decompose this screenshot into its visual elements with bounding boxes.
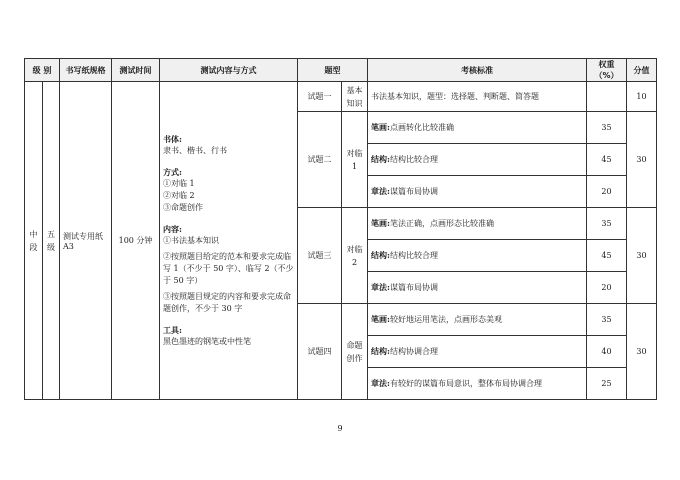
criterion-text: 笔画:较好地运用笔法，点画形态美观 — [368, 304, 587, 336]
criterion-text: 结构:结构协调合理 — [368, 336, 587, 368]
question-name: 试题四 — [298, 304, 342, 400]
question-score: 30 — [627, 304, 657, 400]
page-number: 9 — [337, 424, 343, 433]
table-row — [25, 82, 657, 112]
test-time-cell: 100 分钟 — [112, 82, 160, 400]
content-cell — [160, 82, 298, 400]
method-item: ①对临 1 — [163, 179, 195, 188]
question-kind: 基本 知识 — [342, 82, 368, 112]
grade-cell: 五 级 — [43, 82, 60, 400]
assessment-table — [24, 58, 657, 400]
criterion-weight — [587, 82, 627, 112]
method-item: ③命题创作 — [163, 203, 204, 212]
method-item: ②对临 2 — [163, 191, 195, 200]
criterion-text: 章法:谋篇布局协调 — [368, 176, 587, 208]
criterion-text: 结构:结构比较合理 — [368, 240, 587, 272]
question-score: 30 — [627, 208, 657, 304]
content-item: ③按照题目规定的内容和要求完成命题创作，不少于 30 字 — [163, 292, 292, 313]
criterion-text: 笔画:笔法正确，点画形态比较准确 — [368, 208, 587, 240]
criterion-weight: 40 — [587, 336, 627, 368]
criterion-text: 章法:谋篇布局协调 — [368, 272, 587, 304]
method-title: 方式: — [163, 167, 182, 177]
question-score: 10 — [627, 82, 657, 112]
question-name: 试题一 — [298, 82, 342, 112]
criterion-weight: 35 — [587, 112, 627, 144]
header-time: 测试时间 — [112, 59, 160, 82]
criterion-weight: 35 — [587, 208, 627, 240]
criterion-weight: 45 — [587, 144, 627, 176]
calligraphy-text: 隶书、楷书、行书 — [163, 146, 228, 155]
criterion-weight: 35 — [587, 304, 627, 336]
criterion-weight: 20 — [587, 176, 627, 208]
criterion-weight: 25 — [587, 368, 627, 400]
tools-text: 黑色墨迹的钢笔或中性笔 — [163, 337, 252, 346]
header-type: 题型 — [298, 59, 368, 82]
question-kind: 对临 1 — [342, 112, 368, 208]
criterion-weight: 20 — [587, 272, 627, 304]
content-item: ②按照题目给定的范本和要求完成临写 1（不少于 50 字）、临写 2（不少于 50 字） — [163, 252, 294, 285]
criterion-text: 结构:结构比较合理 — [368, 144, 587, 176]
question-name: 试题二 — [298, 112, 342, 208]
criterion-text: 笔画:点画转化比较准确 — [368, 112, 587, 144]
header-paper: 书写纸规格 — [60, 59, 112, 82]
criterion-text: 章法:有较好的谋篇布局意识，整体布局协调合理 — [368, 368, 587, 400]
content-item: ①书法基本知识 — [163, 236, 220, 245]
calligraphy-title: 书体: — [163, 134, 182, 144]
criterion-text: 书法基本知识，题型：选择题、判断题、简答题 — [368, 82, 587, 112]
content-title: 内容: — [163, 224, 182, 234]
header-standard: 考核标准 — [368, 59, 587, 82]
header-weight: 权重（%） — [587, 59, 627, 82]
question-score: 30 — [627, 112, 657, 208]
criterion-weight: 45 — [587, 240, 627, 272]
stage-cell: 中 段 — [25, 82, 43, 400]
question-name: 试题三 — [298, 208, 342, 304]
header-level: 级 别 — [25, 59, 60, 82]
question-kind: 对临 2 — [342, 208, 368, 304]
tools-title: 工具: — [163, 325, 182, 335]
header-score: 分值 — [627, 59, 657, 82]
header-row — [25, 59, 657, 82]
question-kind: 命题 创作 — [342, 304, 368, 400]
paper-spec-cell: 测试专用纸A3 — [60, 82, 112, 400]
header-content: 测试内容与方式 — [160, 59, 298, 82]
